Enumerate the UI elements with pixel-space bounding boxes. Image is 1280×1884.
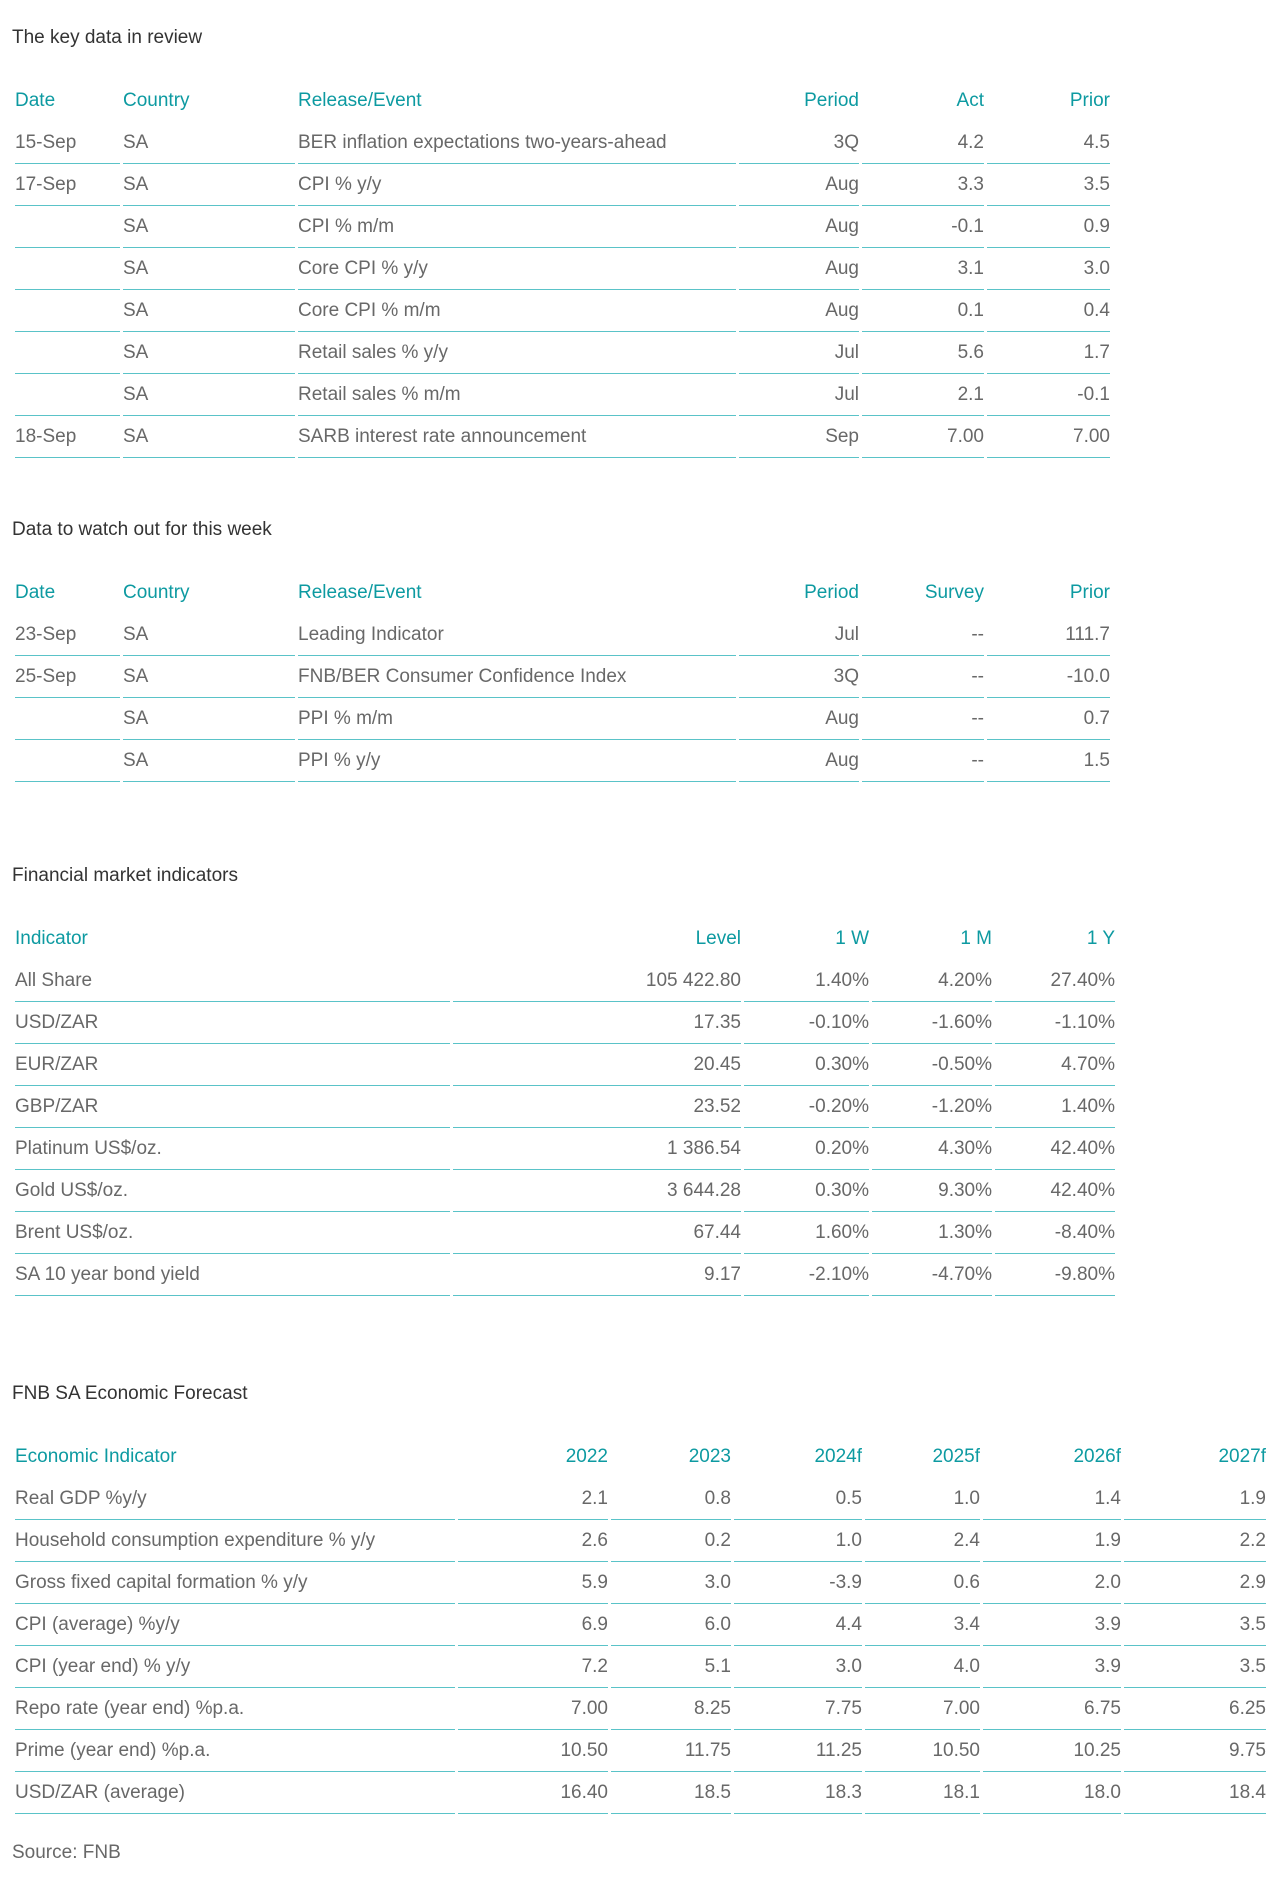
cell: --	[862, 740, 984, 782]
cell	[15, 248, 120, 290]
column-header: 2026f	[1073, 1446, 1121, 1467]
cell: SA	[123, 656, 295, 698]
cell: --	[862, 614, 984, 656]
cell: --	[862, 698, 984, 740]
cell: 11.75	[611, 1730, 731, 1772]
cell: CPI % m/m	[298, 206, 736, 248]
cell: 4.70%	[995, 1044, 1115, 1086]
cell: Aug	[739, 290, 859, 332]
column-header: 2024f	[814, 1446, 862, 1467]
column-header: Date	[15, 90, 56, 111]
column-header: Survey	[924, 582, 984, 603]
column-header: Release/Event	[298, 582, 422, 603]
cell: -4.70%	[872, 1254, 992, 1296]
cell: SA	[123, 248, 295, 290]
cell	[15, 698, 120, 740]
column-header: Date	[15, 582, 56, 603]
table-row	[15, 1212, 1115, 1254]
cell: USD/ZAR (average)	[15, 1772, 455, 1814]
cell: 23-Sep	[15, 614, 120, 656]
cell: 3.0	[734, 1646, 862, 1688]
column-header: Country	[123, 90, 190, 111]
cell: --	[862, 656, 984, 698]
source-note: Source: FNB	[12, 1842, 121, 1863]
cell: 0.1	[862, 290, 984, 332]
cell: CPI % y/y	[298, 164, 736, 206]
table-row	[15, 122, 1110, 164]
cell: 18-Sep	[15, 416, 120, 458]
cell: 10.50	[865, 1730, 980, 1772]
cell: 9.30%	[872, 1170, 992, 1212]
cell: 0.6	[865, 1562, 980, 1604]
table-row	[15, 332, 1110, 374]
column-header: 2023	[688, 1446, 731, 1467]
cell: 23.52	[453, 1086, 741, 1128]
cell: 0.8	[611, 1478, 731, 1520]
watch-week-table	[12, 572, 1113, 782]
cell: Platinum US$/oz.	[15, 1128, 450, 1170]
cell: SA	[123, 290, 295, 332]
cell: Retail sales % y/y	[298, 332, 736, 374]
cell: 3Q	[739, 122, 859, 164]
table-row	[15, 1478, 1266, 1520]
table-row	[15, 1254, 1115, 1296]
cell: BER inflation expectations two-years-ahead	[298, 122, 736, 164]
cell: 18.1	[865, 1772, 980, 1814]
section-key-data	[12, 26, 1268, 458]
table-row	[15, 1730, 1266, 1772]
cell: 4.4	[734, 1604, 862, 1646]
cell: 3 644.28	[453, 1170, 741, 1212]
cell: 2.9	[1124, 1562, 1266, 1604]
cell: -1.60%	[872, 1002, 992, 1044]
column-header: 1 W	[835, 928, 869, 949]
cell: 4.0	[865, 1646, 980, 1688]
cell: 42.40%	[995, 1170, 1115, 1212]
column-header: 1 Y	[1086, 928, 1115, 949]
cell: SA	[123, 614, 295, 656]
cell: 8.25	[611, 1688, 731, 1730]
cell: 6.9	[458, 1604, 608, 1646]
cell: 1.40%	[744, 960, 869, 1002]
cell: 5.9	[458, 1562, 608, 1604]
cell: 3.5	[1124, 1604, 1266, 1646]
column-header: Release/Event	[298, 90, 422, 111]
cell: 25-Sep	[15, 656, 120, 698]
cell: 7.2	[458, 1646, 608, 1688]
table-row	[15, 614, 1110, 656]
column-header: Act	[956, 90, 984, 111]
table-row	[15, 374, 1110, 416]
cell: 1.9	[1124, 1478, 1266, 1520]
column-header: Prior	[1069, 90, 1110, 111]
market-indicators-table	[12, 918, 1118, 1296]
cell: 1.0	[865, 1478, 980, 1520]
table-row	[15, 206, 1110, 248]
cell: 3Q	[739, 656, 859, 698]
cell: 27.40%	[995, 960, 1115, 1002]
column-header: Economic Indicator	[15, 1446, 177, 1467]
cell: 67.44	[453, 1212, 741, 1254]
cell: 105 422.80	[453, 960, 741, 1002]
cell: SARB interest rate announcement	[298, 416, 736, 458]
table-row	[15, 1002, 1115, 1044]
cell: -8.40%	[995, 1212, 1115, 1254]
cell: 2.6	[458, 1520, 608, 1562]
cell	[15, 206, 120, 248]
section-title-watch-week: Data to watch out for this week	[12, 519, 272, 540]
cell: 18.0	[983, 1772, 1121, 1814]
cell: 4.2	[862, 122, 984, 164]
cell: 2.1	[458, 1478, 608, 1520]
cell: 6.75	[983, 1688, 1121, 1730]
section-market-indicators	[12, 864, 1268, 1296]
cell: PPI % y/y	[298, 740, 736, 782]
cell: 5.1	[611, 1646, 731, 1688]
cell: 9.75	[1124, 1730, 1266, 1772]
column-header: Country	[123, 582, 190, 603]
table-row	[15, 1688, 1266, 1730]
cell: Prime (year end) %p.a.	[15, 1730, 455, 1772]
table-row	[15, 1604, 1266, 1646]
cell: -2.10%	[744, 1254, 869, 1296]
cell: -0.50%	[872, 1044, 992, 1086]
cell: -0.1	[862, 206, 984, 248]
cell: 1.9	[983, 1520, 1121, 1562]
section-title-market-indicators: Financial market indicators	[12, 865, 238, 886]
section-title-economic-forecast: FNB SA Economic Forecast	[12, 1383, 248, 1404]
column-header: 2027f	[1218, 1446, 1266, 1467]
cell: Real GDP %y/y	[15, 1478, 455, 1520]
cell: 2.1	[862, 374, 984, 416]
cell: 1.7	[987, 332, 1110, 374]
cell: 7.00	[458, 1688, 608, 1730]
cell: 7.00	[862, 416, 984, 458]
table-row	[15, 1562, 1266, 1604]
cell: Core CPI % y/y	[298, 248, 736, 290]
cell: 3.9	[983, 1604, 1121, 1646]
cell: 7.75	[734, 1688, 862, 1730]
table-row	[15, 1086, 1115, 1128]
cell	[15, 740, 120, 782]
table-row	[15, 290, 1110, 332]
cell: Household consumption expenditure % y/y	[15, 1520, 455, 1562]
cell: -9.80%	[995, 1254, 1115, 1296]
cell: Repo rate (year end) %p.a.	[15, 1688, 455, 1730]
cell: 4.20%	[872, 960, 992, 1002]
cell: 0.2	[611, 1520, 731, 1562]
cell: 6.25	[1124, 1688, 1266, 1730]
cell: 18.3	[734, 1772, 862, 1814]
cell: 18.5	[611, 1772, 731, 1814]
cell: 15-Sep	[15, 122, 120, 164]
cell: 6.0	[611, 1604, 731, 1646]
cell: EUR/ZAR	[15, 1044, 450, 1086]
table-row	[15, 1772, 1266, 1814]
column-header: 2025f	[932, 1446, 980, 1467]
table-row	[15, 1044, 1115, 1086]
cell: GBP/ZAR	[15, 1086, 450, 1128]
cell: 1.30%	[872, 1212, 992, 1254]
cell: 1.5	[987, 740, 1110, 782]
cell: Core CPI % m/m	[298, 290, 736, 332]
header-row	[15, 918, 1115, 960]
cell: Leading Indicator	[298, 614, 736, 656]
key-data-table	[12, 80, 1113, 458]
header-row	[15, 80, 1110, 122]
cell: 4.5	[987, 122, 1110, 164]
cell: Aug	[739, 740, 859, 782]
cell: -0.20%	[744, 1086, 869, 1128]
cell: 7.00	[987, 416, 1110, 458]
cell: 0.20%	[744, 1128, 869, 1170]
cell: 1.0	[734, 1520, 862, 1562]
cell: Aug	[739, 248, 859, 290]
cell: 1 386.54	[453, 1128, 741, 1170]
table-row	[15, 416, 1110, 458]
cell: USD/ZAR	[15, 1002, 450, 1044]
header-row	[15, 1436, 1266, 1478]
cell: -0.10%	[744, 1002, 869, 1044]
section-economic-forecast	[12, 1382, 1268, 1814]
table-row	[15, 1520, 1266, 1562]
cell: 2.2	[1124, 1520, 1266, 1562]
cell: SA 10 year bond yield	[15, 1254, 450, 1296]
cell	[15, 332, 120, 374]
table-row	[15, 960, 1115, 1002]
table-row	[15, 656, 1110, 698]
header-row	[15, 572, 1110, 614]
cell: 111.7	[987, 614, 1110, 656]
cell: All Share	[15, 960, 450, 1002]
cell: Jul	[739, 332, 859, 374]
cell: 0.30%	[744, 1044, 869, 1086]
cell: 42.40%	[995, 1128, 1115, 1170]
section-watch-week	[12, 518, 1268, 782]
cell: FNB/BER Consumer Confidence Index	[298, 656, 736, 698]
cell: CPI (year end) % y/y	[15, 1646, 455, 1688]
cell: -1.10%	[995, 1002, 1115, 1044]
cell: 3.0	[987, 248, 1110, 290]
table-row	[15, 740, 1110, 782]
cell: 0.9	[987, 206, 1110, 248]
cell: -1.20%	[872, 1086, 992, 1128]
cell: SA	[123, 164, 295, 206]
cell: 3.0	[611, 1562, 731, 1604]
cell: SA	[123, 122, 295, 164]
cell: Aug	[739, 206, 859, 248]
table-row	[15, 248, 1110, 290]
table-row	[15, 698, 1110, 740]
cell: 0.30%	[744, 1170, 869, 1212]
column-header: Indicator	[15, 928, 88, 949]
cell: 9.17	[453, 1254, 741, 1296]
table-row	[15, 1128, 1115, 1170]
cell: 3.5	[987, 164, 1110, 206]
column-header: 1 M	[960, 928, 992, 949]
cell: SA	[123, 740, 295, 782]
cell: 1.40%	[995, 1086, 1115, 1128]
cell: 17.35	[453, 1002, 741, 1044]
cell: CPI (average) %y/y	[15, 1604, 455, 1646]
cell: 18.4	[1124, 1772, 1266, 1814]
section-title-key-data: The key data in review	[12, 27, 203, 48]
cell: 3.4	[865, 1604, 980, 1646]
cell: 7.00	[865, 1688, 980, 1730]
table-row	[15, 1170, 1115, 1212]
economic-forecast-table	[12, 1436, 1269, 1814]
cell: -3.9	[734, 1562, 862, 1604]
cell: 17-Sep	[15, 164, 120, 206]
cell: 3.3	[862, 164, 984, 206]
cell: 16.40	[458, 1772, 608, 1814]
cell: 2.4	[865, 1520, 980, 1562]
cell: 0.5	[734, 1478, 862, 1520]
cell: 5.6	[862, 332, 984, 374]
cell: PPI % m/m	[298, 698, 736, 740]
cell: Aug	[739, 164, 859, 206]
column-header: Period	[804, 90, 859, 111]
cell: -10.0	[987, 656, 1110, 698]
cell: 0.4	[987, 290, 1110, 332]
cell: 4.30%	[872, 1128, 992, 1170]
cell: Jul	[739, 614, 859, 656]
cell: 3.1	[862, 248, 984, 290]
cell: Gold US$/oz.	[15, 1170, 450, 1212]
cell: Brent US$/oz.	[15, 1212, 450, 1254]
cell: SA	[123, 206, 295, 248]
cell: SA	[123, 698, 295, 740]
cell: Jul	[739, 374, 859, 416]
cell: Aug	[739, 698, 859, 740]
cell: 10.50	[458, 1730, 608, 1772]
cell: Retail sales % m/m	[298, 374, 736, 416]
table-row	[15, 1646, 1266, 1688]
cell: 2.0	[983, 1562, 1121, 1604]
cell: 20.45	[453, 1044, 741, 1086]
cell: SA	[123, 332, 295, 374]
cell: SA	[123, 416, 295, 458]
column-header: Prior	[1069, 582, 1110, 603]
cell: -0.1	[987, 374, 1110, 416]
cell: 3.9	[983, 1646, 1121, 1688]
cell	[15, 374, 120, 416]
column-header: Period	[804, 582, 859, 603]
cell: Gross fixed capital formation % y/y	[15, 1562, 455, 1604]
column-header: 2022	[565, 1446, 608, 1467]
table-row	[15, 164, 1110, 206]
column-header: Level	[695, 928, 741, 949]
cell: 10.25	[983, 1730, 1121, 1772]
cell: 1.4	[983, 1478, 1121, 1520]
cell: 1.60%	[744, 1212, 869, 1254]
cell: 0.7	[987, 698, 1110, 740]
cell: Sep	[739, 416, 859, 458]
cell: 3.5	[1124, 1646, 1266, 1688]
cell: 11.25	[734, 1730, 862, 1772]
cell: SA	[123, 374, 295, 416]
cell	[15, 290, 120, 332]
